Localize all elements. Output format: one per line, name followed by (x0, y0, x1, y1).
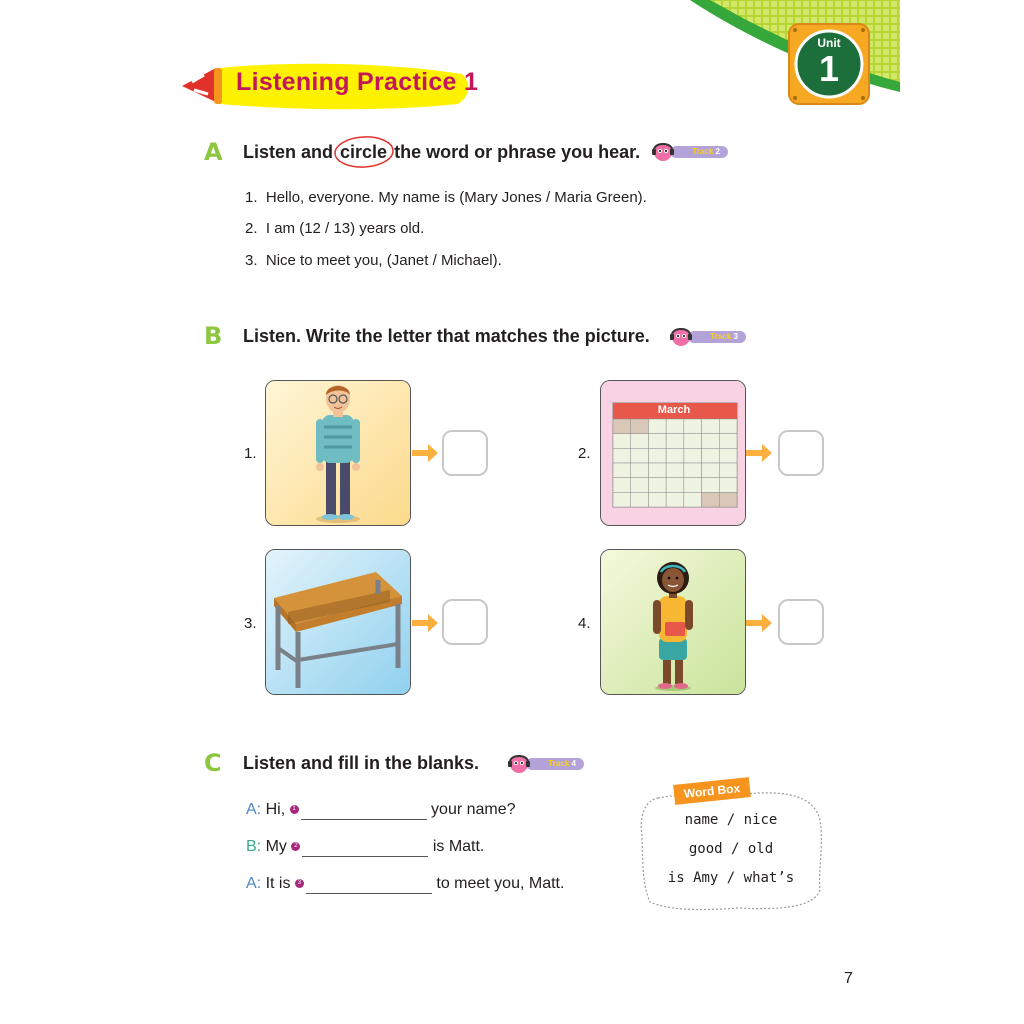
calendar-cell (666, 478, 684, 493)
track-pill (688, 331, 746, 343)
calendar-cell (631, 419, 649, 434)
unit-number: 1 (818, 48, 840, 89)
calendar-cell (631, 478, 649, 493)
dialogue-text: It is (265, 875, 291, 892)
calendar-cell (719, 419, 737, 434)
calendar-cell (648, 434, 666, 449)
calendar-cell (702, 463, 720, 478)
calendar-cell (631, 492, 649, 507)
calendar-cell (631, 434, 649, 449)
item-number: 1. (245, 189, 258, 206)
headphones-monster-icon (668, 323, 694, 349)
section-b-instruction: Listen. Write the letter that matches the picture. (243, 326, 650, 346)
headphones-monster-icon (506, 750, 532, 776)
instruction-part: Listen and (243, 142, 334, 162)
speaker-label: A: (246, 875, 262, 892)
calendar-cell (648, 448, 666, 463)
calendar-cell (666, 463, 684, 478)
unit-label: Unit (817, 36, 841, 50)
item-text: I am (12 / 13) years old. (265, 220, 425, 237)
calendar-title: March (657, 404, 691, 416)
picture-number: 4. (578, 615, 591, 632)
dialogue-line-3 (246, 875, 564, 894)
picture-girl (600, 549, 746, 695)
item-text: Nice to meet you, (Janet / Michael). (265, 252, 502, 269)
blank-2-input[interactable] (302, 838, 428, 857)
arrow-right-icon (746, 614, 772, 632)
list-item (245, 252, 502, 269)
calendar-cell (666, 419, 684, 434)
calendar-cell (719, 492, 737, 507)
calendar-cell (613, 434, 631, 449)
dialogue-text: to meet you, Matt. (436, 875, 565, 892)
calendar-cell (684, 478, 702, 493)
calendar-cell (613, 419, 631, 434)
calendar-cell (648, 463, 666, 478)
dialogue-text: is Matt. (432, 838, 485, 855)
track-label: Track (692, 147, 714, 156)
dialogue-text: Hi, (265, 801, 286, 818)
calendar-cell (719, 478, 737, 493)
calendar-cell (648, 492, 666, 507)
arrow-right-icon (746, 444, 772, 462)
calendar-cell (702, 478, 720, 493)
track-4-badge[interactable] (506, 750, 586, 776)
circled-word (338, 142, 389, 163)
track-pill (526, 758, 584, 770)
blank-number-badge: 2 (291, 842, 300, 851)
track-number: 4 (571, 759, 576, 768)
word-box-title: Word Box (673, 777, 751, 805)
calendar-cell (648, 478, 666, 493)
answer-box-3[interactable] (442, 599, 488, 645)
track-3-badge[interactable] (668, 323, 748, 349)
calendar-cell (684, 492, 702, 507)
dialogue-line-2 (246, 838, 484, 857)
word-box-entry: good / old (688, 841, 774, 857)
item-number: 3. (245, 252, 258, 269)
calendar-cell (702, 492, 720, 507)
section-c-letter: C (204, 749, 222, 777)
calendar-cell (666, 492, 684, 507)
calendar-cell (684, 434, 702, 449)
calendar-cell (613, 492, 631, 507)
calendar-cell (684, 448, 702, 463)
picture-calendar (600, 380, 746, 526)
calendar-cell (702, 419, 720, 434)
list-item (245, 189, 647, 206)
blank-1-input[interactable] (301, 801, 427, 820)
calendar-cell (684, 419, 702, 434)
list-item (245, 220, 424, 237)
calendar-cell (702, 434, 720, 449)
blank-number-badge: 1 (290, 805, 299, 814)
dialogue-line-1 (246, 801, 516, 820)
section-a-letter: A (204, 138, 223, 166)
track-label: Track (710, 332, 732, 341)
arrow-right-icon (412, 444, 438, 462)
calendar-cell (666, 434, 684, 449)
page-number: 7 (844, 970, 853, 987)
section-c-instruction: Listen and fill in the blanks. (243, 753, 480, 773)
calendar-cell (648, 419, 666, 434)
blank-3-input[interactable] (306, 875, 432, 894)
calendar-cell (719, 448, 737, 463)
answer-box-1[interactable] (442, 430, 488, 476)
picture-boy (265, 380, 411, 526)
calendar-cell (719, 463, 737, 478)
item-number: 2. (245, 220, 258, 237)
dialogue-text: your name? (431, 801, 516, 818)
answer-box-2[interactable] (778, 430, 824, 476)
calendar-cell (702, 448, 720, 463)
picture-number: 3. (244, 615, 257, 632)
calendar-cell (719, 434, 737, 449)
calendar-cell (613, 463, 631, 478)
track-number: 2 (715, 147, 720, 156)
section-a-instruction (243, 142, 640, 163)
instruction-part: the word or phrase you hear. (394, 142, 641, 162)
track-2-badge[interactable] (650, 138, 730, 164)
blank-number-badge: 3 (295, 879, 304, 888)
calendar-cell (613, 448, 631, 463)
section-b-letter: B (204, 322, 223, 350)
track-pill (670, 146, 728, 158)
speaker-label: B: (246, 838, 262, 855)
circle-mark-icon (333, 134, 395, 170)
picture-number: 2. (578, 445, 591, 462)
picture-desk (265, 549, 411, 695)
answer-box-4[interactable] (778, 599, 824, 645)
speaker-label: A: (246, 801, 262, 818)
circled-word-text: circle (340, 142, 388, 162)
track-label: Track (548, 759, 570, 768)
word-box-entry: name / nice (684, 812, 778, 828)
calendar-cell (631, 448, 649, 463)
track-number: 3 (733, 332, 738, 341)
headphones-monster-icon (650, 138, 676, 164)
dialogue-text: My (265, 838, 287, 855)
page-title: Listening Practice 1 (236, 68, 479, 96)
calendar-cell (631, 463, 649, 478)
calendar-cell (684, 463, 702, 478)
picture-number: 1. (244, 445, 257, 462)
calendar-cell (613, 478, 631, 493)
item-text: Hello, everyone. My name is (Mary Jones / Maria Green). (265, 189, 647, 206)
arrow-right-icon (412, 614, 438, 632)
calendar-cell (666, 448, 684, 463)
word-box-entry: is Amy / what’s (667, 870, 795, 886)
